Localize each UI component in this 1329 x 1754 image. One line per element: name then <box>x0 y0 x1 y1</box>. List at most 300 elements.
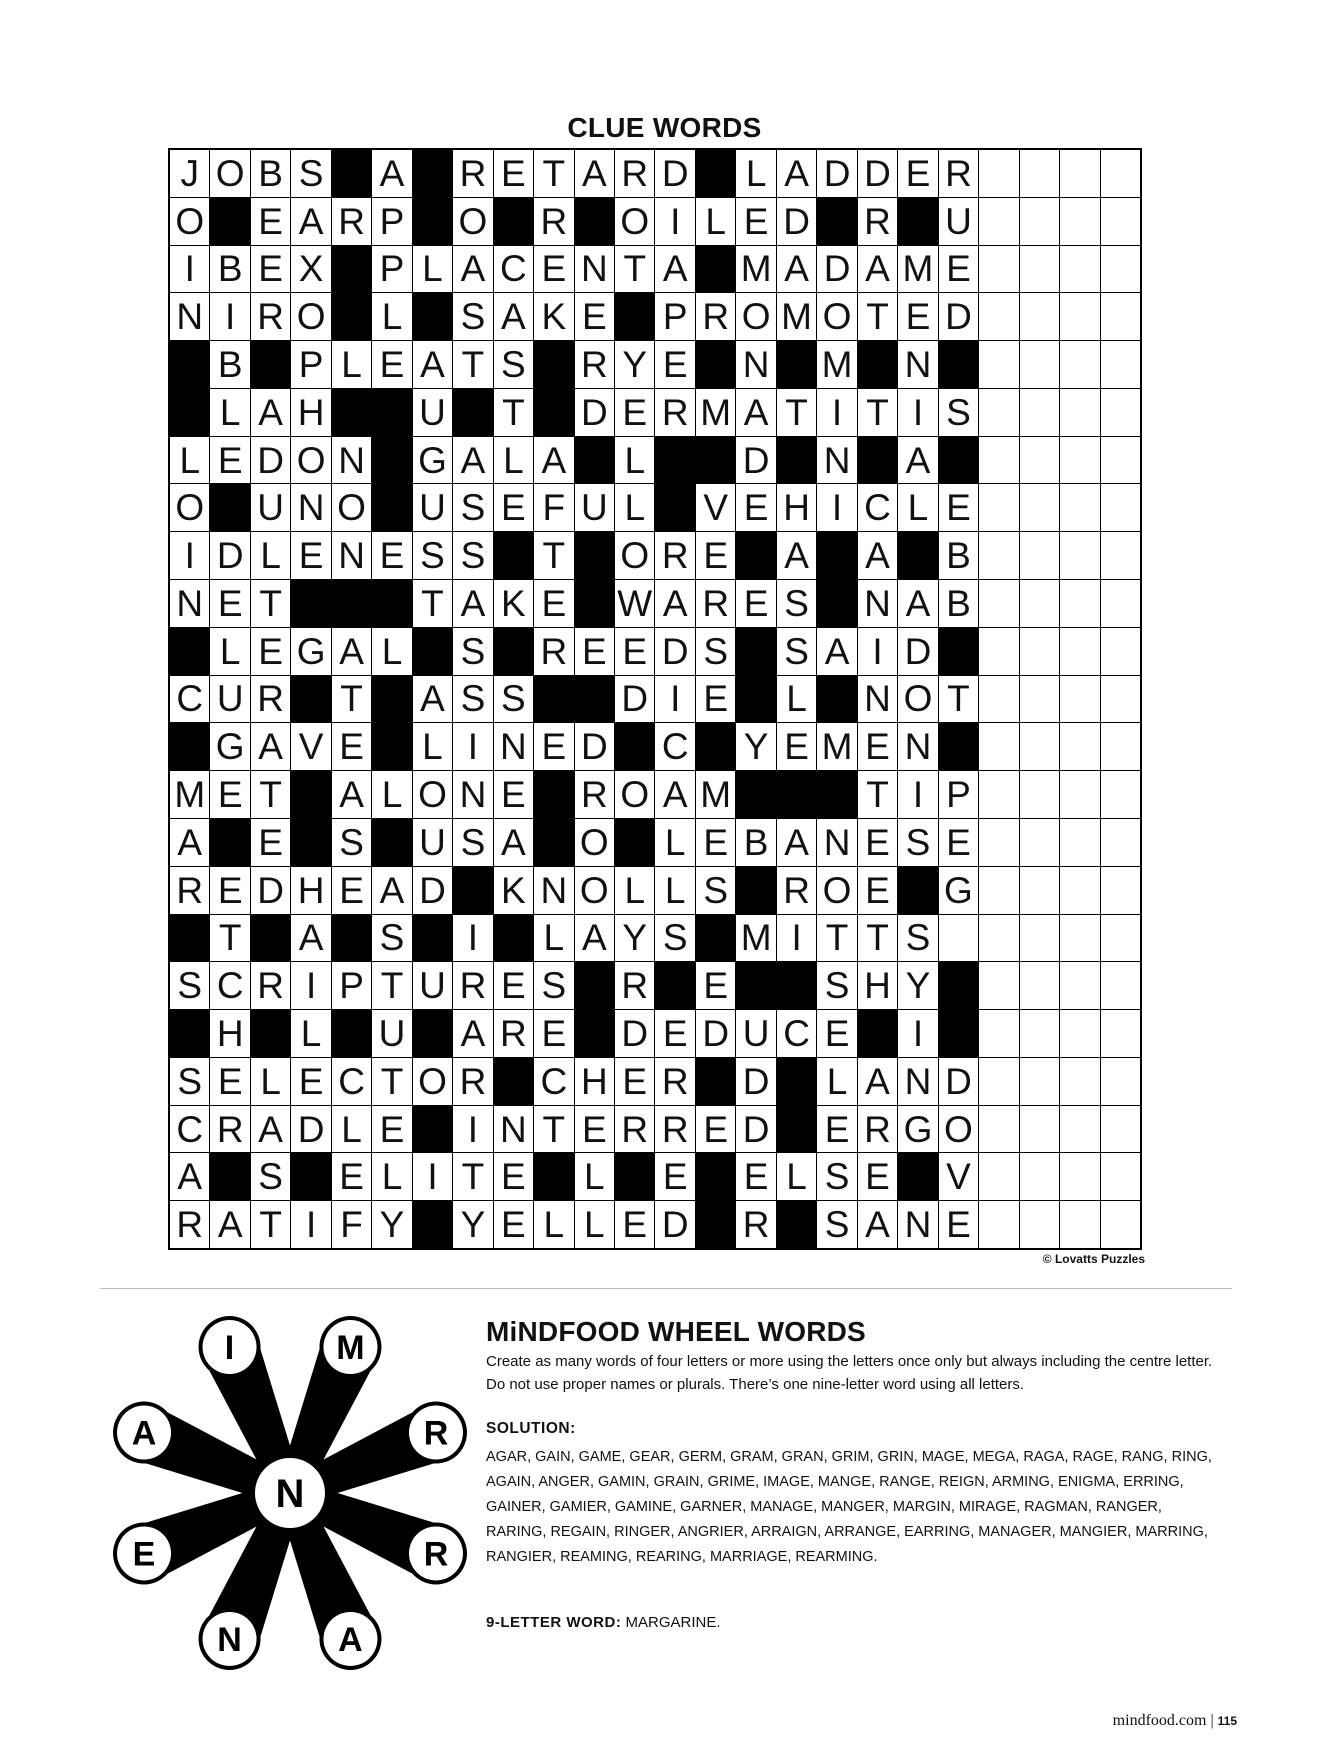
letter-cell: A <box>291 915 330 962</box>
block-cell <box>939 341 978 388</box>
letter-cell: F <box>332 1201 371 1248</box>
block-cell <box>575 437 614 484</box>
letter-cell <box>979 867 1018 914</box>
letter-cell: T <box>817 915 856 962</box>
letter-cell: E <box>534 246 573 293</box>
letter-cell: N <box>291 484 330 531</box>
letter-cell <box>1020 1201 1059 1248</box>
letter-cell: M <box>696 771 735 818</box>
block-cell <box>696 246 735 293</box>
letter-cell: C <box>777 1010 816 1057</box>
block-cell <box>575 532 614 579</box>
letter-cell: D <box>210 532 249 579</box>
letter-cell: E <box>939 246 978 293</box>
letter-cell: S <box>413 532 452 579</box>
letter-cell: D <box>736 437 775 484</box>
letter-cell <box>1101 293 1140 340</box>
letter-cell: E <box>777 723 816 770</box>
letter-cell: P <box>291 341 330 388</box>
letter-cell <box>1020 150 1059 197</box>
letter-cell: D <box>251 437 290 484</box>
letter-cell: E <box>372 532 411 579</box>
letter-cell: L <box>372 293 411 340</box>
letter-cell: R <box>251 962 290 1009</box>
letter-cell: D <box>858 150 897 197</box>
block-cell <box>939 723 978 770</box>
letter-cell <box>1020 915 1059 962</box>
letter-cell <box>1060 1010 1099 1057</box>
letter-cell: C <box>534 1058 573 1105</box>
letter-cell: P <box>332 962 371 1009</box>
block-cell <box>939 437 978 484</box>
block-cell <box>332 246 371 293</box>
block-cell <box>777 1201 816 1248</box>
letter-cell: A <box>453 1010 492 1057</box>
letter-cell: R <box>170 867 209 914</box>
letter-cell: P <box>655 293 694 340</box>
nine-letter-row <box>486 1614 721 1631</box>
letter-cell <box>1101 867 1140 914</box>
letter-cell: Y <box>615 915 654 962</box>
letter-cell: D <box>655 150 694 197</box>
letter-cell: E <box>332 867 371 914</box>
letter-cell: O <box>170 484 209 531</box>
letter-cell: E <box>858 819 897 866</box>
letter-cell <box>979 198 1018 245</box>
letter-cell: D <box>575 389 614 436</box>
letter-cell: A <box>858 532 897 579</box>
letter-cell <box>979 723 1018 770</box>
block-cell <box>170 341 209 388</box>
letter-cell: E <box>372 1106 411 1153</box>
letter-cell: M <box>170 771 209 818</box>
letter-cell: N <box>898 341 937 388</box>
letter-cell: P <box>372 246 411 293</box>
page-footer <box>1113 1712 1237 1730</box>
letter-cell <box>1020 628 1059 675</box>
letter-cell: L <box>251 532 290 579</box>
letter-cell: L <box>655 819 694 866</box>
letter-cell <box>1020 867 1059 914</box>
letter-cell: I <box>817 389 856 436</box>
letter-cell: R <box>777 867 816 914</box>
section-divider <box>100 1288 1232 1289</box>
block-cell <box>494 532 533 579</box>
letter-cell: O <box>615 771 654 818</box>
letter-cell <box>979 484 1018 531</box>
letter-cell <box>1060 628 1099 675</box>
letter-cell: L <box>372 771 411 818</box>
letter-cell: G <box>939 867 978 914</box>
letter-cell: L <box>898 484 937 531</box>
letter-cell <box>1020 771 1059 818</box>
letter-cell <box>979 150 1018 197</box>
letter-cell: L <box>251 1058 290 1105</box>
letter-cell <box>1060 484 1099 531</box>
letter-cell: D <box>939 293 978 340</box>
letter-cell: E <box>372 341 411 388</box>
letter-cell <box>1060 676 1099 723</box>
block-cell <box>372 580 411 627</box>
letter-cell <box>1101 389 1140 436</box>
letter-cell: E <box>817 1010 856 1057</box>
letter-cell: A <box>898 437 937 484</box>
letter-cell <box>1060 1106 1099 1153</box>
block-cell <box>494 628 533 675</box>
block-cell <box>372 676 411 723</box>
crossword-grid <box>168 148 1142 1250</box>
letter-cell <box>1020 389 1059 436</box>
block-cell <box>413 628 452 675</box>
letter-cell: A <box>858 246 897 293</box>
letter-cell <box>1060 867 1099 914</box>
letter-cell: E <box>534 723 573 770</box>
letter-cell: R <box>575 771 614 818</box>
block-cell <box>736 628 775 675</box>
letter-cell: N <box>898 1201 937 1248</box>
letter-cell <box>1101 437 1140 484</box>
letter-cell: H <box>858 962 897 1009</box>
wheel-words-title: MiNDFOOD WHEEL WORDS <box>486 1316 866 1347</box>
letter-cell: E <box>494 962 533 1009</box>
block-cell <box>777 962 816 1009</box>
letter-cell: S <box>170 1058 209 1105</box>
block-cell <box>210 198 249 245</box>
block-cell <box>170 723 209 770</box>
letter-cell: T <box>534 1106 573 1153</box>
letter-cell: E <box>939 484 978 531</box>
letter-cell: E <box>251 819 290 866</box>
letter-cell: L <box>696 198 735 245</box>
block-cell <box>939 962 978 1009</box>
letter-cell: H <box>575 1058 614 1105</box>
letter-cell: L <box>170 437 209 484</box>
letter-cell: N <box>494 1106 533 1153</box>
letter-cell: B <box>251 150 290 197</box>
letter-cell: L <box>534 915 573 962</box>
letter-cell: I <box>453 723 492 770</box>
letter-cell: D <box>939 1058 978 1105</box>
letter-cell: A <box>494 819 533 866</box>
letter-cell: L <box>413 723 452 770</box>
block-cell <box>534 1153 573 1200</box>
letter-cell <box>1101 771 1140 818</box>
block-cell <box>575 1010 614 1057</box>
letter-cell: T <box>251 771 290 818</box>
letter-cell: A <box>372 150 411 197</box>
letter-cell: S <box>817 962 856 1009</box>
block-cell <box>736 771 775 818</box>
letter-cell <box>1101 1201 1140 1248</box>
block-cell <box>291 676 330 723</box>
block-cell <box>210 1153 249 1200</box>
letter-cell: N <box>453 771 492 818</box>
block-cell <box>534 341 573 388</box>
letter-cell: U <box>736 1010 775 1057</box>
letter-cell: A <box>453 580 492 627</box>
letter-cell: E <box>615 1201 654 1248</box>
letter-cell: A <box>898 580 937 627</box>
letter-cell: H <box>777 484 816 531</box>
nine-letter-answer: MARGARINE. <box>625 1614 721 1631</box>
letter-cell: O <box>291 293 330 340</box>
letter-cell: L <box>615 437 654 484</box>
block-cell <box>332 915 371 962</box>
letter-cell: R <box>615 962 654 1009</box>
letter-cell: S <box>655 915 694 962</box>
letter-cell <box>1101 532 1140 579</box>
letter-cell: U <box>413 819 452 866</box>
letter-cell: K <box>534 293 573 340</box>
letter-cell <box>979 819 1018 866</box>
letter-cell: A <box>453 437 492 484</box>
letter-cell <box>1101 246 1140 293</box>
block-cell <box>817 580 856 627</box>
letter-cell <box>979 1058 1018 1105</box>
letter-cell: T <box>858 915 897 962</box>
letter-cell <box>1101 628 1140 675</box>
letter-cell <box>979 1010 1018 1057</box>
letter-cell: E <box>251 246 290 293</box>
letter-cell: N <box>817 819 856 866</box>
block-cell <box>736 867 775 914</box>
letter-cell <box>1101 676 1140 723</box>
letter-cell: N <box>170 293 209 340</box>
letter-cell: T <box>615 246 654 293</box>
block-cell <box>170 628 209 675</box>
letter-cell: L <box>210 389 249 436</box>
block-cell <box>372 484 411 531</box>
block-cell <box>291 819 330 866</box>
letter-cell: A <box>777 150 816 197</box>
letter-cell: I <box>817 484 856 531</box>
block-cell <box>615 819 654 866</box>
letter-cell: E <box>534 580 573 627</box>
letter-cell: O <box>170 198 209 245</box>
letter-cell: W <box>615 580 654 627</box>
letter-cell: H <box>291 389 330 436</box>
letter-cell: E <box>655 341 694 388</box>
letter-cell <box>979 246 1018 293</box>
letter-cell <box>1101 819 1140 866</box>
letter-cell: T <box>777 389 816 436</box>
letter-cell: A <box>575 915 614 962</box>
letter-cell: E <box>210 771 249 818</box>
block-cell <box>494 1058 533 1105</box>
block-cell <box>210 484 249 531</box>
letter-cell <box>1101 198 1140 245</box>
letter-cell: Y <box>736 723 775 770</box>
nine-letter-label: 9-LETTER WORD: <box>486 1614 622 1631</box>
letter-cell: A <box>736 389 775 436</box>
letter-cell: R <box>655 532 694 579</box>
letter-cell: G <box>898 1106 937 1153</box>
letter-cell: A <box>494 293 533 340</box>
site-name: mindfood.com <box>1112 1712 1207 1729</box>
letter-cell: A <box>777 819 816 866</box>
letter-cell: C <box>210 962 249 1009</box>
letter-cell <box>1020 532 1059 579</box>
block-cell <box>534 771 573 818</box>
letter-cell: L <box>332 341 371 388</box>
block-cell <box>696 150 735 197</box>
letter-cell: A <box>210 1201 249 1248</box>
block-cell <box>453 867 492 914</box>
block-cell <box>615 293 654 340</box>
letter-cell: E <box>736 1153 775 1200</box>
block-cell <box>170 915 209 962</box>
letter-cell <box>979 1201 1018 1248</box>
block-cell <box>939 1010 978 1057</box>
letter-cell: A <box>332 771 371 818</box>
letter-cell: R <box>210 1106 249 1153</box>
letter-cell: A <box>655 580 694 627</box>
letter-cell: S <box>534 962 573 1009</box>
letter-cell: T <box>453 1153 492 1200</box>
letter-cell: S <box>696 867 735 914</box>
letter-cell <box>979 532 1018 579</box>
letter-cell: L <box>655 867 694 914</box>
letter-cell <box>979 437 1018 484</box>
letter-cell: Y <box>453 1201 492 1248</box>
letter-cell <box>1020 819 1059 866</box>
letter-cell <box>1101 723 1140 770</box>
letter-cell: S <box>898 915 937 962</box>
letter-cell: Y <box>898 962 937 1009</box>
letter-cell: S <box>291 150 330 197</box>
letter-cell: L <box>575 1153 614 1200</box>
letter-cell <box>1060 580 1099 627</box>
letter-cell <box>1020 676 1059 723</box>
letter-cell: S <box>332 819 371 866</box>
letter-cell: M <box>736 246 775 293</box>
letter-cell: S <box>898 819 937 866</box>
letter-cell: B <box>736 819 775 866</box>
letter-cell: R <box>534 198 573 245</box>
letter-cell: A <box>170 1153 209 1200</box>
letter-cell: L <box>615 484 654 531</box>
letter-cell: M <box>777 293 816 340</box>
letter-cell: E <box>655 1010 694 1057</box>
letter-cell: A <box>170 819 209 866</box>
letter-cell: E <box>210 1058 249 1105</box>
letter-cell: O <box>453 198 492 245</box>
letter-cell: A <box>413 341 452 388</box>
letter-cell: D <box>817 246 856 293</box>
letter-cell: L <box>372 1153 411 1200</box>
block-cell <box>615 723 654 770</box>
letter-cell: O <box>210 150 249 197</box>
block-cell <box>413 1201 452 1248</box>
letter-cell: U <box>413 389 452 436</box>
letter-cell: R <box>655 1106 694 1153</box>
letter-cell: E <box>858 1153 897 1200</box>
letter-cell: N <box>170 580 209 627</box>
letter-cell: C <box>170 1106 209 1153</box>
block-cell <box>817 676 856 723</box>
copyright-notice: © Lovatts Puzzles <box>1042 1252 1145 1266</box>
block-cell <box>534 389 573 436</box>
block-cell <box>858 341 897 388</box>
letter-cell: A <box>291 198 330 245</box>
letter-cell: R <box>453 1058 492 1105</box>
letter-cell: E <box>494 484 533 531</box>
letter-cell: I <box>777 915 816 962</box>
wheel-outer-letter: E <box>132 1535 156 1574</box>
letter-cell: A <box>777 246 816 293</box>
letter-cell: E <box>858 867 897 914</box>
block-cell <box>777 1058 816 1105</box>
letter-cell: E <box>615 389 654 436</box>
letter-cell: R <box>575 341 614 388</box>
letter-cell: T <box>858 389 897 436</box>
letter-cell: H <box>210 1010 249 1057</box>
letter-cell: E <box>615 628 654 675</box>
letter-cell: E <box>615 1058 654 1105</box>
letter-cell: U <box>939 198 978 245</box>
block-cell <box>413 293 452 340</box>
letter-cell: S <box>696 628 735 675</box>
letter-cell: T <box>210 915 249 962</box>
letter-cell: D <box>615 676 654 723</box>
letter-cell <box>1060 437 1099 484</box>
letter-cell <box>979 293 1018 340</box>
block-cell <box>575 676 614 723</box>
block-cell <box>372 723 411 770</box>
letter-cell: I <box>898 389 937 436</box>
letter-cell: R <box>251 293 290 340</box>
letter-cell: E <box>696 532 735 579</box>
letter-cell: A <box>332 628 371 675</box>
letter-cell: R <box>696 293 735 340</box>
block-cell <box>494 198 533 245</box>
letter-cell <box>979 676 1018 723</box>
letter-cell: E <box>332 723 371 770</box>
block-cell <box>696 723 735 770</box>
letter-cell: E <box>696 1106 735 1153</box>
letter-cell: E <box>210 437 249 484</box>
block-cell <box>534 676 573 723</box>
letter-cell <box>1101 1010 1140 1057</box>
letter-cell: D <box>898 628 937 675</box>
letter-cell: S <box>777 628 816 675</box>
letter-cell: S <box>453 484 492 531</box>
letter-cell: N <box>898 723 937 770</box>
letter-cell: I <box>291 962 330 1009</box>
letter-cell: K <box>494 867 533 914</box>
block-cell <box>372 819 411 866</box>
letter-cell: I <box>655 676 694 723</box>
letter-cell: S <box>251 1153 290 1200</box>
block-cell <box>777 341 816 388</box>
block-cell <box>210 819 249 866</box>
letter-cell <box>1101 150 1140 197</box>
letter-cell: L <box>534 1201 573 1248</box>
block-cell <box>655 437 694 484</box>
letter-cell: D <box>291 1106 330 1153</box>
wheel-centre-letter: N <box>275 1472 305 1516</box>
block-cell <box>291 771 330 818</box>
block-cell <box>170 1010 209 1057</box>
letter-cell: L <box>372 628 411 675</box>
letter-cell: O <box>413 1058 452 1105</box>
letter-cell: A <box>251 1106 290 1153</box>
letter-cell: I <box>453 1106 492 1153</box>
word-wheel <box>100 1308 480 1678</box>
letter-cell: D <box>777 198 816 245</box>
letter-cell: A <box>413 676 452 723</box>
letter-cell: O <box>898 676 937 723</box>
